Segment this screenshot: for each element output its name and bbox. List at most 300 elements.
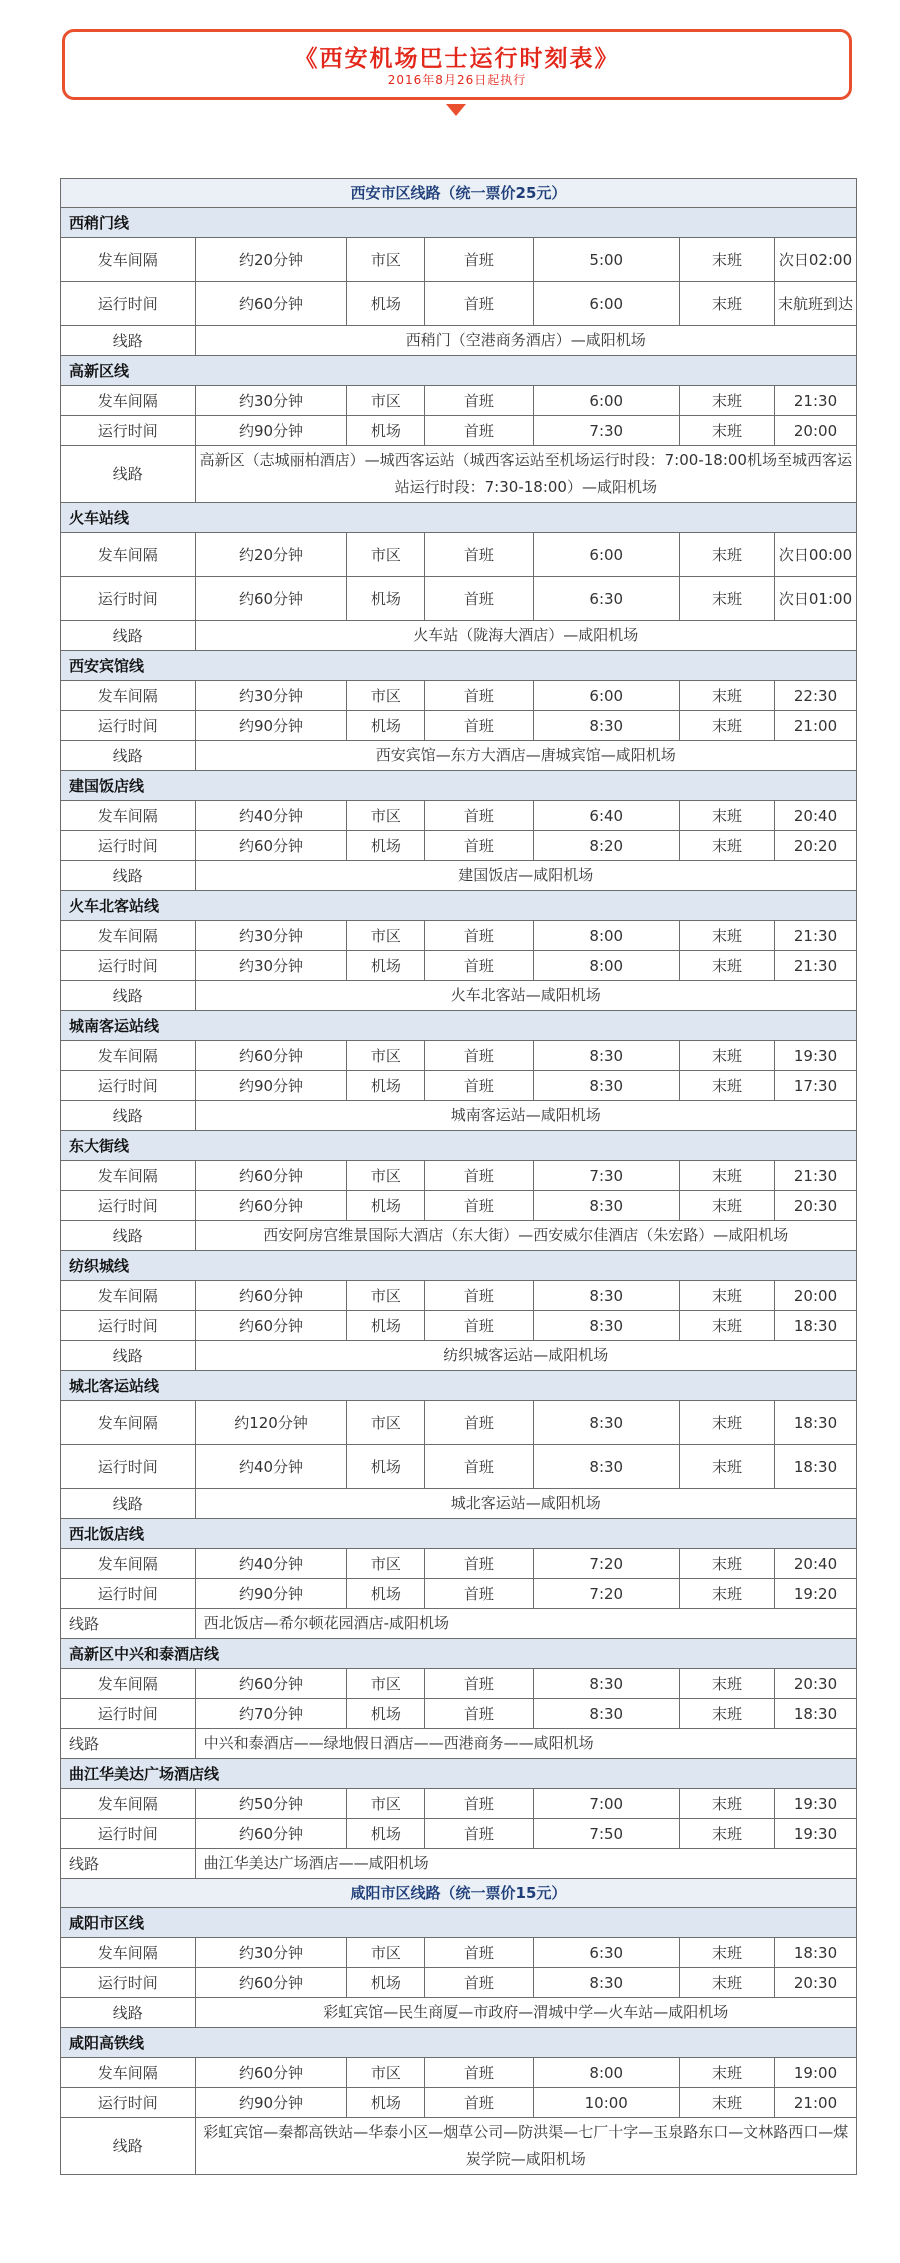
last-label: 末班 — [680, 1938, 775, 1968]
last-label: 末班 — [680, 1281, 775, 1311]
interval-value: 约40分钟 — [195, 801, 347, 831]
last-label: 末班 — [680, 1191, 775, 1221]
route-row — [61, 2118, 857, 2175]
last-label: 末班 — [680, 921, 775, 951]
duration-row — [61, 577, 857, 621]
last-label: 末班 — [680, 282, 775, 326]
city-last-time: 19:00 — [775, 2058, 857, 2088]
route-value: 彩虹宾馆—民生商厦—市政府—渭城中学—火车站—咸阳机场 — [195, 1998, 856, 2028]
duration-label: 运行时间 — [61, 282, 196, 326]
airport-first-time: 8:30 — [533, 1191, 680, 1221]
airport-last-time: 20:20 — [775, 831, 857, 861]
duration-label: 运行时间 — [61, 1071, 196, 1101]
duration-label: 运行时间 — [61, 1191, 196, 1221]
route-value: 中兴和泰酒店——绿地假日酒店——西港商务——咸阳机场 — [195, 1729, 856, 1759]
airport-last-time: 18:30 — [775, 1445, 857, 1489]
duration-row — [61, 831, 857, 861]
interval-label: 发车间隔 — [61, 1789, 196, 1819]
airport-label: 机场 — [347, 1445, 425, 1489]
line-header-row — [61, 651, 857, 681]
city-label: 市区 — [347, 238, 425, 282]
airport-first-time: 7:50 — [533, 1819, 680, 1849]
last-label: 末班 — [680, 1071, 775, 1101]
line-name: 东大街线 — [61, 1131, 857, 1161]
airport-first-time: 6:30 — [533, 577, 680, 621]
interval-row — [61, 681, 857, 711]
duration-label: 运行时间 — [61, 577, 196, 621]
duration-label: 运行时间 — [61, 416, 196, 446]
interval-row — [61, 921, 857, 951]
airport-first-time: 10:00 — [533, 2088, 680, 2118]
route-label: 线路 — [61, 1489, 196, 1519]
first-label: 首班 — [425, 1191, 533, 1221]
first-label: 首班 — [425, 1968, 533, 1998]
city-first-time: 8:30 — [533, 1041, 680, 1071]
line-name: 高新区线 — [61, 356, 857, 386]
interval-row — [61, 801, 857, 831]
city-first-time: 5:00 — [533, 238, 680, 282]
first-label: 首班 — [425, 1699, 533, 1729]
interval-row — [61, 1938, 857, 1968]
first-label: 首班 — [425, 1549, 533, 1579]
route-label: 线路 — [61, 621, 196, 651]
airport-last-time: 19:20 — [775, 1579, 857, 1609]
banner-pointer — [446, 104, 466, 116]
first-label: 首班 — [425, 1669, 533, 1699]
duration-value: 约70分钟 — [195, 1699, 347, 1729]
duration-row — [61, 1819, 857, 1849]
city-last-time: 次日02:00 — [775, 238, 857, 282]
page-title: 《西安机场巴士运行时刻表》 — [294, 46, 620, 72]
line-header-row — [61, 2028, 857, 2058]
last-label: 末班 — [680, 1549, 775, 1579]
city-label: 市区 — [347, 801, 425, 831]
route-label: 线路 — [61, 446, 196, 503]
interval-label: 发车间隔 — [61, 681, 196, 711]
airport-first-time: 8:30 — [533, 1445, 680, 1489]
city-first-time: 6:00 — [533, 386, 680, 416]
duration-value: 约60分钟 — [195, 831, 347, 861]
airport-label: 机场 — [347, 831, 425, 861]
airport-first-time: 6:00 — [533, 282, 680, 326]
city-last-time: 21:30 — [775, 1161, 857, 1191]
duration-value: 约60分钟 — [195, 577, 347, 621]
city-first-time: 6:00 — [533, 533, 680, 577]
city-first-time: 7:00 — [533, 1789, 680, 1819]
airport-label: 机场 — [347, 1311, 425, 1341]
airport-label: 机场 — [347, 1968, 425, 1998]
first-label: 首班 — [425, 681, 533, 711]
interval-row — [61, 1669, 857, 1699]
last-label: 末班 — [680, 1669, 775, 1699]
last-label: 末班 — [680, 577, 775, 621]
duration-row — [61, 2088, 857, 2118]
airport-label: 机场 — [347, 577, 425, 621]
duration-value: 约60分钟 — [195, 1311, 347, 1341]
route-value: 彩虹宾馆—秦都高铁站—华泰小区—烟草公司—防洪渠—七厂十字—玉泉路东口—文林路西口—煤炭学院—咸阳机场 — [195, 2118, 856, 2175]
airport-last-time: 21:00 — [775, 2088, 857, 2118]
city-last-time: 20:00 — [775, 1281, 857, 1311]
first-label: 首班 — [425, 1938, 533, 1968]
city-last-time: 19:30 — [775, 1041, 857, 1071]
airport-last-time: 18:30 — [775, 1311, 857, 1341]
first-label: 首班 — [425, 1071, 533, 1101]
duration-value: 约60分钟 — [195, 282, 347, 326]
region-title: 咸阳市区线路（统一票价15元） — [61, 1879, 857, 1908]
city-last-time: 19:30 — [775, 1789, 857, 1819]
interval-label: 发车间隔 — [61, 801, 196, 831]
interval-label: 发车间隔 — [61, 386, 196, 416]
duration-row — [61, 1311, 857, 1341]
last-label: 末班 — [680, 1401, 775, 1445]
interval-label: 发车间隔 — [61, 238, 196, 282]
duration-row — [61, 1699, 857, 1729]
airport-first-time: 8:20 — [533, 831, 680, 861]
city-label: 市区 — [347, 2058, 425, 2088]
last-label: 末班 — [680, 831, 775, 861]
line-header-row — [61, 1759, 857, 1789]
route-label: 线路 — [61, 861, 196, 891]
airport-last-time: 末航班到达 — [775, 282, 857, 326]
duration-row — [61, 951, 857, 981]
interval-label: 发车间隔 — [61, 1401, 196, 1445]
last-label: 末班 — [680, 416, 775, 446]
city-label: 市区 — [347, 1549, 425, 1579]
line-header-row — [61, 356, 857, 386]
airport-first-time: 8:30 — [533, 1968, 680, 1998]
route-row — [61, 1221, 857, 1251]
first-label: 首班 — [425, 2058, 533, 2088]
route-row — [61, 326, 857, 356]
first-label: 首班 — [425, 921, 533, 951]
interval-label: 发车间隔 — [61, 533, 196, 577]
line-header-row — [61, 1371, 857, 1401]
city-label: 市区 — [347, 533, 425, 577]
duration-label: 运行时间 — [61, 1311, 196, 1341]
duration-label: 运行时间 — [61, 1579, 196, 1609]
line-header-row — [61, 503, 857, 533]
interval-value: 约60分钟 — [195, 1041, 347, 1071]
interval-row — [61, 1549, 857, 1579]
duration-label: 运行时间 — [61, 2088, 196, 2118]
line-header-row — [61, 771, 857, 801]
route-label: 线路 — [61, 1849, 196, 1879]
interval-label: 发车间隔 — [61, 921, 196, 951]
line-header-row — [61, 1639, 857, 1669]
line-name: 火车站线 — [61, 503, 857, 533]
first-label: 首班 — [425, 831, 533, 861]
first-label: 首班 — [425, 801, 533, 831]
interval-label: 发车间隔 — [61, 2058, 196, 2088]
interval-value: 约30分钟 — [195, 1938, 347, 1968]
city-last-time: 20:30 — [775, 1669, 857, 1699]
airport-first-time: 7:20 — [533, 1579, 680, 1609]
interval-row — [61, 1401, 857, 1445]
airport-label: 机场 — [347, 951, 425, 981]
line-name: 纺织城线 — [61, 1251, 857, 1281]
line-name: 高新区中兴和泰酒店线 — [61, 1639, 857, 1669]
last-label: 末班 — [680, 1161, 775, 1191]
duration-label: 运行时间 — [61, 1699, 196, 1729]
duration-value: 约40分钟 — [195, 1445, 347, 1489]
line-header-row — [61, 1011, 857, 1041]
interval-row — [61, 1281, 857, 1311]
route-label: 线路 — [61, 1609, 196, 1639]
interval-label: 发车间隔 — [61, 1669, 196, 1699]
city-first-time: 8:30 — [533, 1281, 680, 1311]
route-value: 西安宾馆—东方大酒店—唐城宾馆—咸阳机场 — [195, 741, 856, 771]
interval-value: 约120分钟 — [195, 1401, 347, 1445]
first-label: 首班 — [425, 386, 533, 416]
first-label: 首班 — [425, 2088, 533, 2118]
first-label: 首班 — [425, 282, 533, 326]
airport-first-time: 7:30 — [533, 416, 680, 446]
first-label: 首班 — [425, 1161, 533, 1191]
airport-label: 机场 — [347, 1699, 425, 1729]
duration-label: 运行时间 — [61, 1968, 196, 1998]
interval-value: 约30分钟 — [195, 921, 347, 951]
interval-value: 约60分钟 — [195, 1161, 347, 1191]
city-last-time: 次日00:00 — [775, 533, 857, 577]
city-last-time: 21:30 — [775, 386, 857, 416]
route-label: 线路 — [61, 1341, 196, 1371]
last-label: 末班 — [680, 2058, 775, 2088]
airport-label: 机场 — [347, 1579, 425, 1609]
airport-label: 机场 — [347, 1819, 425, 1849]
line-header-row — [61, 1908, 857, 1938]
first-label: 首班 — [425, 577, 533, 621]
route-value: 纺织城客运站—咸阳机场 — [195, 1341, 856, 1371]
city-label: 市区 — [347, 921, 425, 951]
line-name: 西安宾馆线 — [61, 651, 857, 681]
airport-last-time: 18:30 — [775, 1699, 857, 1729]
route-value: 城北客运站—咸阳机场 — [195, 1489, 856, 1519]
route-value: 火车北客站—咸阳机场 — [195, 981, 856, 1011]
city-label: 市区 — [347, 1789, 425, 1819]
last-label: 末班 — [680, 1789, 775, 1819]
line-header-row — [61, 208, 857, 238]
line-name: 火车北客站线 — [61, 891, 857, 921]
route-row — [61, 1849, 857, 1879]
interval-row — [61, 1161, 857, 1191]
duration-value: 约30分钟 — [195, 951, 347, 981]
airport-first-time: 8:30 — [533, 711, 680, 741]
last-label: 末班 — [680, 533, 775, 577]
duration-value: 约60分钟 — [195, 1968, 347, 1998]
schedule-table — [60, 178, 857, 2175]
interval-row — [61, 1789, 857, 1819]
route-row — [61, 1489, 857, 1519]
city-first-time: 7:20 — [533, 1549, 680, 1579]
airport-last-time: 20:30 — [775, 1191, 857, 1221]
interval-value: 约60分钟 — [195, 1669, 347, 1699]
first-label: 首班 — [425, 533, 533, 577]
duration-row — [61, 1071, 857, 1101]
duration-label: 运行时间 — [61, 711, 196, 741]
route-value: 城南客运站—咸阳机场 — [195, 1101, 856, 1131]
airport-first-time: 8:30 — [533, 1311, 680, 1341]
interval-row — [61, 238, 857, 282]
interval-label: 发车间隔 — [61, 1161, 196, 1191]
interval-row — [61, 2058, 857, 2088]
city-first-time: 8:00 — [533, 921, 680, 951]
last-label: 末班 — [680, 711, 775, 741]
airport-last-time: 21:00 — [775, 711, 857, 741]
duration-row — [61, 1445, 857, 1489]
first-label: 首班 — [425, 1579, 533, 1609]
first-label: 首班 — [425, 1401, 533, 1445]
airport-last-time: 次日01:00 — [775, 577, 857, 621]
route-value: 高新区（志城丽柏酒店）—城西客运站（城西客运站至机场运行时段：7:00-18:00机场至城西客运站运行时段：7:30-18:00）—咸阳机场 — [195, 446, 856, 503]
interval-row — [61, 1041, 857, 1071]
airport-first-time: 8:30 — [533, 1699, 680, 1729]
city-last-time: 22:30 — [775, 681, 857, 711]
last-label: 末班 — [680, 2088, 775, 2118]
city-first-time: 8:30 — [533, 1669, 680, 1699]
line-name: 西稍门线 — [61, 208, 857, 238]
first-label: 首班 — [425, 1819, 533, 1849]
city-label: 市区 — [347, 1041, 425, 1071]
airport-label: 机场 — [347, 1191, 425, 1221]
route-label: 线路 — [61, 2118, 196, 2175]
route-label: 线路 — [61, 326, 196, 356]
route-label: 线路 — [61, 1101, 196, 1131]
city-last-time: 18:30 — [775, 1401, 857, 1445]
airport-last-time: 19:30 — [775, 1819, 857, 1849]
route-value: 火车站（陇海大酒店）—咸阳机场 — [195, 621, 856, 651]
route-label: 线路 — [61, 1221, 196, 1251]
interval-value: 约30分钟 — [195, 681, 347, 711]
route-row — [61, 1609, 857, 1639]
duration-row — [61, 282, 857, 326]
airport-last-time: 21:30 — [775, 951, 857, 981]
airport-label: 机场 — [347, 711, 425, 741]
airport-first-time: 8:30 — [533, 1071, 680, 1101]
airport-label: 机场 — [347, 282, 425, 326]
airport-label: 机场 — [347, 2088, 425, 2118]
last-label: 末班 — [680, 1699, 775, 1729]
city-last-time: 21:30 — [775, 921, 857, 951]
interval-value: 约30分钟 — [195, 386, 347, 416]
route-label: 线路 — [61, 741, 196, 771]
region-header-row — [61, 179, 857, 208]
duration-row — [61, 1968, 857, 1998]
route-row — [61, 861, 857, 891]
effective-date: 2016年8月26日起执行 — [387, 73, 527, 87]
duration-value: 约90分钟 — [195, 711, 347, 741]
last-label: 末班 — [680, 1311, 775, 1341]
city-last-time: 18:30 — [775, 1938, 857, 1968]
interval-value: 约20分钟 — [195, 533, 347, 577]
city-last-time: 20:40 — [775, 1549, 857, 1579]
route-label: 线路 — [61, 1729, 196, 1759]
line-name: 咸阳高铁线 — [61, 2028, 857, 2058]
interval-label: 发车间隔 — [61, 1041, 196, 1071]
city-first-time: 6:40 — [533, 801, 680, 831]
city-first-time: 7:30 — [533, 1161, 680, 1191]
route-value: 建国饭店—咸阳机场 — [195, 861, 856, 891]
last-label: 末班 — [680, 801, 775, 831]
last-label: 末班 — [680, 1819, 775, 1849]
city-first-time: 6:00 — [533, 681, 680, 711]
airport-last-time: 20:30 — [775, 1968, 857, 1998]
duration-label: 运行时间 — [61, 1445, 196, 1489]
title-banner — [62, 29, 852, 100]
city-first-time: 6:30 — [533, 1938, 680, 1968]
route-value: 西北饭店—希尔顿花园酒店-咸阳机场 — [195, 1609, 856, 1639]
interval-label: 发车间隔 — [61, 1281, 196, 1311]
first-label: 首班 — [425, 238, 533, 282]
line-name: 城南客运站线 — [61, 1011, 857, 1041]
city-first-time: 8:30 — [533, 1401, 680, 1445]
city-label: 市区 — [347, 1161, 425, 1191]
first-label: 首班 — [425, 416, 533, 446]
route-value: 西安阿房宫维景国际大酒店（东大街）—西安威尔佳酒店（朱宏路）—咸阳机场 — [195, 1221, 856, 1251]
route-row — [61, 1341, 857, 1371]
airport-label: 机场 — [347, 416, 425, 446]
line-header-row — [61, 891, 857, 921]
duration-value: 约90分钟 — [195, 2088, 347, 2118]
airport-label: 机场 — [347, 1071, 425, 1101]
interval-value: 约60分钟 — [195, 2058, 347, 2088]
line-name: 咸阳市区线 — [61, 1908, 857, 1938]
last-label: 末班 — [680, 1445, 775, 1489]
last-label: 末班 — [680, 238, 775, 282]
city-label: 市区 — [347, 1669, 425, 1699]
last-label: 末班 — [680, 951, 775, 981]
line-name: 曲江华美达广场酒店线 — [61, 1759, 857, 1789]
duration-label: 运行时间 — [61, 831, 196, 861]
route-value: 西稍门（空港商务酒店）—咸阳机场 — [195, 326, 856, 356]
last-label: 末班 — [680, 1968, 775, 1998]
duration-label: 运行时间 — [61, 1819, 196, 1849]
city-label: 市区 — [347, 681, 425, 711]
interval-label: 发车间隔 — [61, 1549, 196, 1579]
duration-value: 约60分钟 — [195, 1819, 347, 1849]
region-header-row — [61, 1879, 857, 1908]
line-header-row — [61, 1519, 857, 1549]
last-label: 末班 — [680, 681, 775, 711]
route-row — [61, 446, 857, 503]
route-label: 线路 — [61, 1998, 196, 2028]
interval-value: 约40分钟 — [195, 1549, 347, 1579]
city-label: 市区 — [347, 1938, 425, 1968]
airport-last-time: 20:00 — [775, 416, 857, 446]
interval-value: 约20分钟 — [195, 238, 347, 282]
interval-value: 约50分钟 — [195, 1789, 347, 1819]
line-name: 西北饭店线 — [61, 1519, 857, 1549]
duration-row — [61, 1191, 857, 1221]
line-header-row — [61, 1251, 857, 1281]
interval-row — [61, 386, 857, 416]
airport-first-time: 8:00 — [533, 951, 680, 981]
city-first-time: 8:00 — [533, 2058, 680, 2088]
first-label: 首班 — [425, 1281, 533, 1311]
route-row — [61, 1998, 857, 2028]
first-label: 首班 — [425, 1789, 533, 1819]
first-label: 首班 — [425, 951, 533, 981]
duration-label: 运行时间 — [61, 951, 196, 981]
city-label: 市区 — [347, 1281, 425, 1311]
airport-last-time: 17:30 — [775, 1071, 857, 1101]
route-row — [61, 1101, 857, 1131]
last-label: 末班 — [680, 386, 775, 416]
region-title: 西安市区线路（统一票价25元） — [61, 179, 857, 208]
interval-value: 约60分钟 — [195, 1281, 347, 1311]
duration-value: 约90分钟 — [195, 1071, 347, 1101]
duration-value: 约60分钟 — [195, 1191, 347, 1221]
duration-row — [61, 1579, 857, 1609]
